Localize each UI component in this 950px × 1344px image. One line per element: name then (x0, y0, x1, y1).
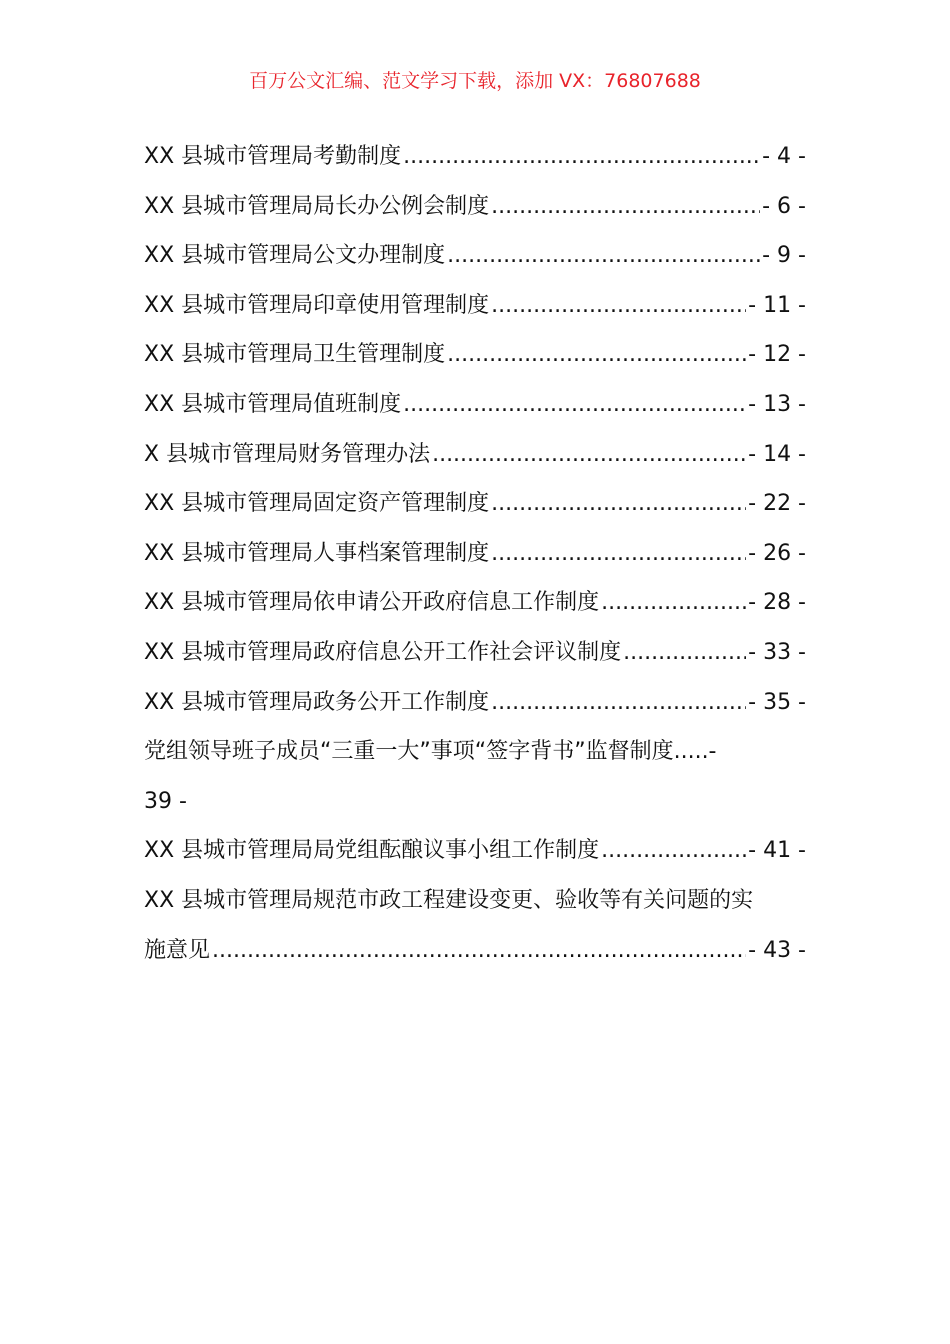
toc-entry-title: XX 县城市管理局局党组酝酿议事小组工作制度 (144, 838, 600, 864)
toc-entry-page: - 9 - (762, 243, 806, 269)
toc-entry-title: XX 县城市管理局依申请公开政府信息工作制度 (144, 590, 600, 616)
toc-entry[interactable] (144, 678, 806, 728)
toc-dot-leader (447, 231, 760, 281)
toc-entry-title: XX 县城市管理局公文办理制度 (144, 243, 446, 269)
toc-entry[interactable] (144, 281, 806, 331)
toc-dot-leader (491, 529, 746, 579)
table-of-contents (144, 132, 806, 975)
toc-entry-title: X 县城市管理局财务管理办法 (144, 441, 431, 467)
toc-entry-page: - 14 - (748, 441, 806, 467)
toc-entry-page: - 35 - (748, 689, 806, 715)
toc-entry-title: XX 县城市管理局固定资产管理制度 (144, 491, 490, 517)
toc-dot-leader (491, 678, 746, 728)
toc-entry-page: - 11 - (748, 292, 806, 318)
toc-entry[interactable] (144, 479, 806, 529)
toc-entry-page: - 12 - (748, 342, 806, 368)
toc-dot-leader (403, 380, 746, 430)
toc-dot-leader (403, 132, 760, 182)
toc-entry-page: - 26 - (748, 540, 806, 566)
toc-entry-title: XX 县城市管理局卫生管理制度 (144, 342, 446, 368)
toc-dot-leader (491, 182, 760, 232)
toc-entry-page: - 33 - (748, 639, 806, 665)
toc-entry-title: XX 县城市管理局政务公开工作制度 (144, 689, 490, 715)
toc-entry[interactable] (144, 330, 806, 380)
toc-entry[interactable] (144, 430, 806, 480)
toc-entry[interactable] (144, 231, 806, 281)
toc-entry[interactable] (144, 380, 806, 430)
toc-entry[interactable] (144, 182, 806, 232)
toc-dot-leader (623, 628, 746, 678)
toc-entry-wrapped-line1[interactable]: XX 县城市管理局规范市政工程建设变更、验收等有关问题的实 (144, 887, 754, 913)
toc-entry[interactable] (144, 578, 806, 628)
toc-dot-leader (601, 578, 746, 628)
toc-entry-page: - 28 - (748, 590, 806, 616)
toc-entry-page: - 41 - (748, 838, 806, 864)
toc-entry[interactable] (144, 926, 806, 976)
toc-entry[interactable] (144, 132, 806, 182)
toc-dot-leader (432, 430, 746, 480)
toc-entry-title: XX 县城市管理局人事档案管理制度 (144, 540, 490, 566)
toc-entry-title: XX 县城市管理局局长办公例会制度 (144, 193, 490, 219)
toc-entry[interactable] (144, 529, 806, 579)
toc-entry-title: XX 县城市管理局政府信息公开工作社会评议制度 (144, 639, 622, 665)
toc-dot-leader (447, 330, 746, 380)
toc-dot-leader (601, 826, 746, 876)
toc-entry-page: - 22 - (748, 491, 806, 517)
toc-entry-page: - 43 - (748, 937, 806, 963)
toc-entry[interactable] (144, 628, 806, 678)
toc-entry-wrapped-line2[interactable]: 39 - (144, 788, 187, 814)
toc-entry-title: XX 县城市管理局印章使用管理制度 (144, 292, 490, 318)
toc-entry-title: XX 县城市管理局值班制度 (144, 391, 402, 417)
toc-entry-title: XX 县城市管理局考勤制度 (144, 144, 402, 169)
toc-dot-leader (491, 479, 746, 529)
toc-entry-title: 施意见 (144, 937, 211, 963)
toc-dot-leader (491, 281, 746, 331)
toc-entry-page: - 6 - (762, 193, 806, 219)
toc-dot-leader (212, 926, 746, 976)
toc-entry-wrapped-line1[interactable]: 党组领导班子成员“三重一大”事项“签字背书”监督制度.....- (144, 739, 717, 765)
header-contact-text: 百万公文汇编、范文学习下载，添加 VX：76807688 (249, 70, 701, 92)
toc-entry-page: - 4 - (762, 144, 806, 169)
toc-entry-page: - 13 - (748, 391, 806, 417)
toc-entry[interactable] (144, 826, 806, 876)
